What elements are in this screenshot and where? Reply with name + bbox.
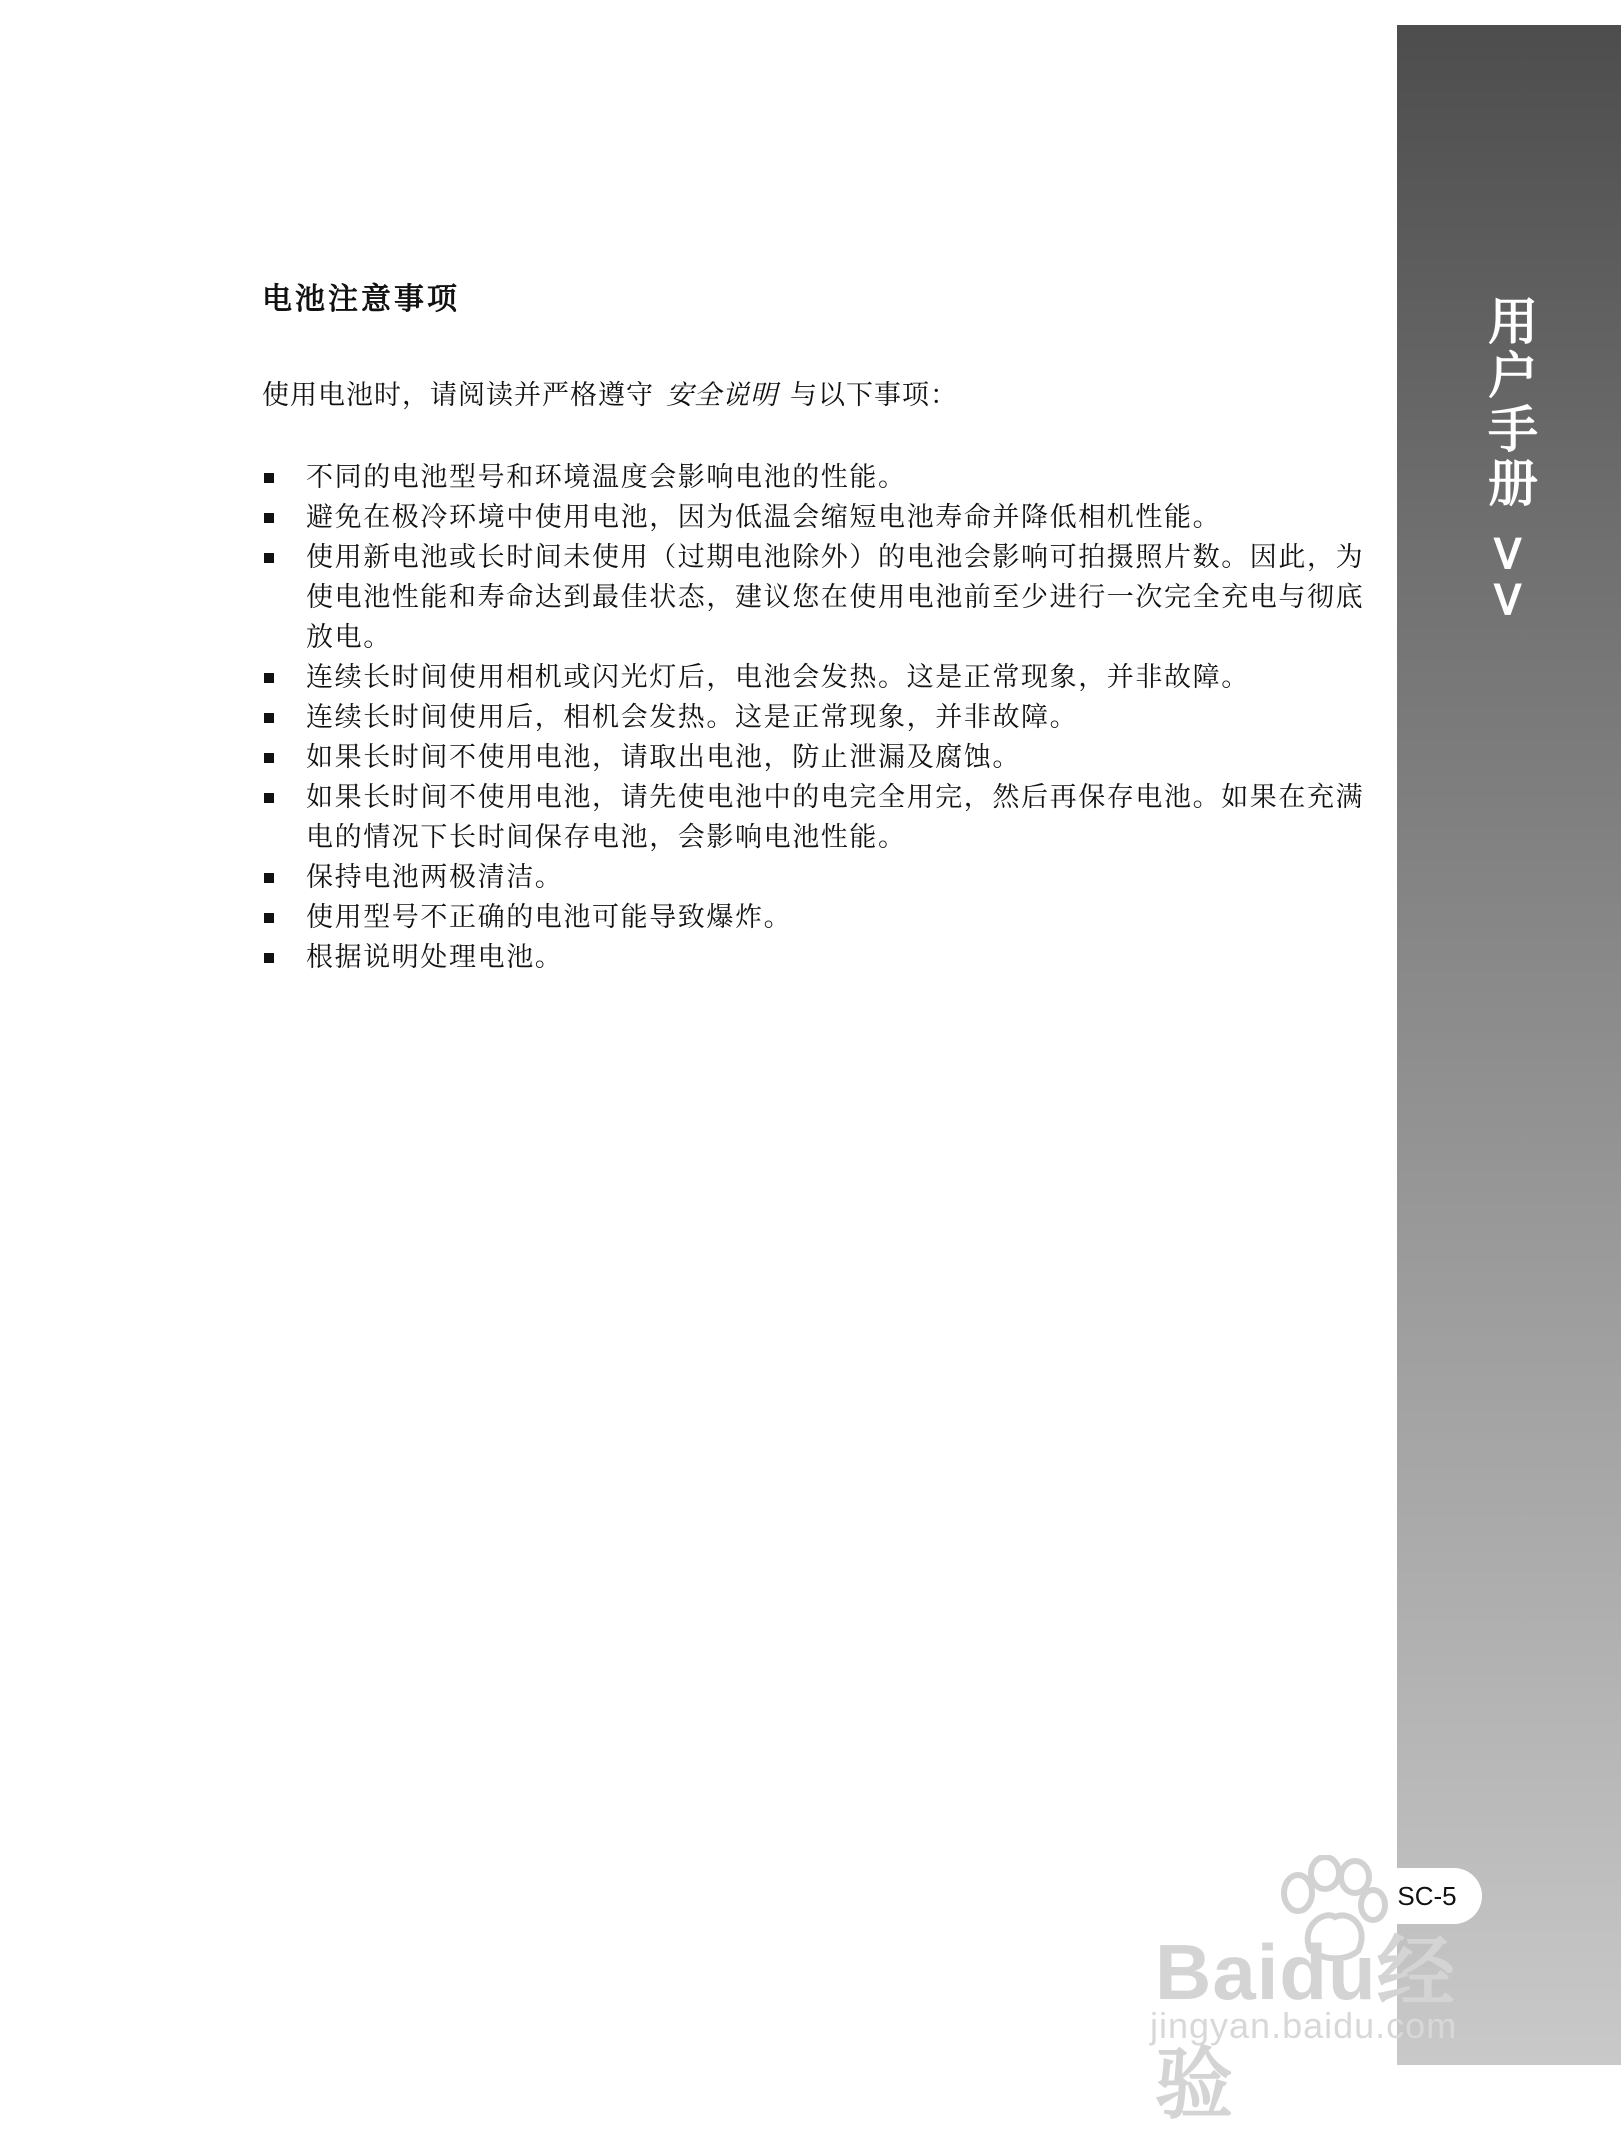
list-item xyxy=(262,778,1372,858)
square-bullet-icon xyxy=(264,953,274,963)
watermark-logo-text: Baidu经验 xyxy=(1155,1928,1456,2128)
square-bullet-icon xyxy=(264,713,274,723)
safety-instructions-reference: 安全说明 xyxy=(666,380,778,411)
intro-paragraph xyxy=(262,376,1372,416)
square-bullet-icon xyxy=(264,553,274,563)
baidu-watermark xyxy=(1150,1855,1530,2128)
side-tab xyxy=(1397,25,1621,2065)
square-bullet-icon xyxy=(264,673,274,683)
list-item xyxy=(262,898,1372,938)
page-number-badge: SC-5 xyxy=(1372,1868,1482,1924)
main-content xyxy=(262,270,1372,978)
list-item xyxy=(262,738,1372,778)
list-item xyxy=(262,458,1372,498)
list-item-text: 使用新电池或长时间未使用（过期电池除外）的电池会影响可拍摄照片数。因此，为使电池性能和寿命达到最佳状态，建议您在使用电池前至少进行一次完全充电与彻底放电。 xyxy=(306,542,1365,653)
list-item-text: 保持电池两极清洁。 xyxy=(306,862,564,893)
list-item-text: 使用型号不正确的电池可能导致爆炸。 xyxy=(306,902,793,933)
list-item xyxy=(262,538,1372,658)
square-bullet-icon xyxy=(264,793,274,803)
square-bullet-icon xyxy=(264,513,274,523)
list-item-text: 连续长时间使用相机或闪光灯后，电池会发热。这是正常现象，并非故障。 xyxy=(306,662,1250,693)
list-item xyxy=(262,698,1372,738)
square-bullet-icon xyxy=(264,473,274,483)
list-item-text: 根据说明处理电池。 xyxy=(306,942,564,973)
list-item-text: 连续长时间使用后，相机会发热。这是正常现象，并非故障。 xyxy=(306,702,1079,733)
intro-text-after: 与以下事项： xyxy=(790,380,958,411)
list-item-text: 避免在极冷环境中使用电池，因为低温会缩短电池寿命并降低相机性能。 xyxy=(306,502,1222,533)
battery-notes-list xyxy=(262,458,1372,978)
square-bullet-icon xyxy=(264,913,274,923)
list-item-text: 不同的电池型号和环境温度会影响电池的性能。 xyxy=(306,462,907,493)
list-item xyxy=(262,658,1372,698)
square-bullet-icon xyxy=(264,873,274,883)
section-heading: 电池注意事项 xyxy=(262,282,460,317)
list-item-text: 如果长时间不使用电池，请取出电池，防止泄漏及腐蚀。 xyxy=(306,742,1021,773)
square-bullet-icon xyxy=(264,753,274,763)
list-item xyxy=(262,498,1372,538)
watermark-url: jingyan.baidu.com xyxy=(1150,2005,1458,2046)
list-item xyxy=(262,938,1372,978)
list-item-text: 如果长时间不使用电池，请先使电池中的电完全用完，然后再保存电池。如果在充满电的情况下长时间保存电池，会影响电池性能。 xyxy=(306,782,1365,853)
intro-text-before: 使用电池时，请阅读并严格遵守 xyxy=(262,380,654,411)
list-item xyxy=(262,858,1372,898)
side-tab-title: 用户手册 >> xyxy=(1480,295,1538,625)
